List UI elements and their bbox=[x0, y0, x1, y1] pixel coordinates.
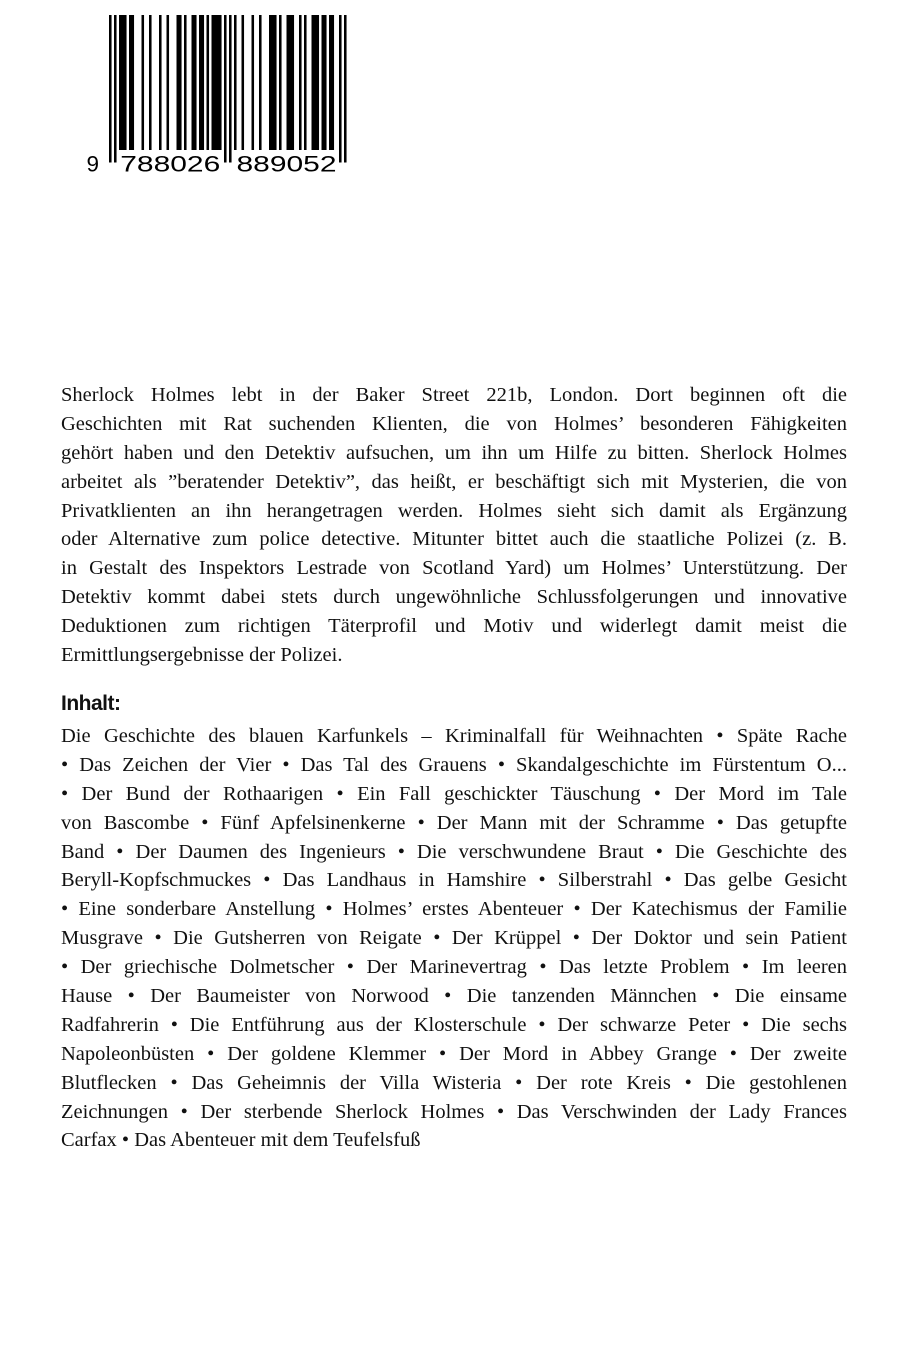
barcode-bar bbox=[289, 15, 292, 150]
barcode-bar bbox=[332, 15, 335, 150]
barcode-left-digits: 788026 bbox=[120, 151, 221, 175]
contents-line: Zeichnungen • Der sterbende Sherlock Holmes • Das Verschwinden der Lady Frances bbox=[61, 1100, 847, 1123]
barcode-bar bbox=[192, 15, 195, 150]
description-line: Deduktionen zum richtigen Täterprofil und Motiv und widerlegt damit meist die bbox=[61, 615, 847, 638]
barcode-bar bbox=[199, 15, 202, 150]
barcode-bars bbox=[109, 15, 347, 163]
barcode-bar bbox=[229, 15, 232, 163]
barcode-bar bbox=[129, 15, 132, 150]
description bbox=[61, 381, 847, 670]
description-line: Sherlock Holmes lebt in der Baker Street 221b, London. Dort beginnen oft die bbox=[61, 384, 847, 406]
barcode-bar bbox=[194, 15, 197, 150]
contents-line: • Der Bund der Rothaarigen • Ein Fall geschickter Täuschung • Der Mord im Tale bbox=[61, 782, 847, 805]
contents-line: Beryll-Kopfschmuckes • Das Landhaus in Hamshire • Silberstrahl • Das gelbe Gesicht bbox=[61, 869, 847, 892]
barcode-bar bbox=[207, 15, 210, 150]
barcode-bar bbox=[279, 15, 282, 150]
barcode-bar bbox=[124, 15, 127, 150]
barcode-bar bbox=[132, 15, 135, 150]
barcode-bar bbox=[149, 15, 152, 150]
contents-line: • Das Zeichen der Vier • Das Tal des Grauens • Skandalgeschichte im Fürstentum O... bbox=[61, 753, 847, 776]
contents-line: Carfax • Das Abenteuer mit dem Teufelsfuß bbox=[61, 1129, 421, 1152]
barcode-bar bbox=[272, 15, 275, 150]
contents-list bbox=[61, 722, 847, 1155]
barcode-bar bbox=[167, 15, 170, 150]
contents-line: • Eine sonderbare Anstellung • Holmes’ erstes Abenteuer • Der Katechismus der Familie bbox=[61, 898, 847, 921]
barcode-right-digits: 889052 bbox=[236, 151, 337, 175]
barcode-bar bbox=[269, 15, 272, 150]
barcode-bar bbox=[304, 15, 307, 150]
barcode-bar bbox=[317, 15, 320, 150]
contents-line: Napoleonbüsten • Der goldene Klemmer • Der Mord in Abbey Grange • Der zweite bbox=[61, 1042, 847, 1065]
barcode-bar bbox=[339, 15, 342, 163]
barcode-bar bbox=[119, 15, 122, 150]
barcode-bar bbox=[329, 15, 332, 150]
contents-line: Blutflecken • Das Geheimnis der Villa Wisteria • Der rote Kreis • Die gestohlenen bbox=[61, 1071, 847, 1094]
contents-line: Band • Der Daumen des Ingenieurs • Die verschwundene Braut • Die Geschichte des bbox=[61, 840, 847, 863]
description-line: Ermittlungsergebnisse der Polizei. bbox=[61, 644, 343, 667]
barcode-bar bbox=[287, 15, 290, 150]
contents-line: Radfahrerin • Die Entführung aus der Klosterschule • Der schwarze Peter • Die sechs bbox=[61, 1013, 847, 1036]
contents-line: Hause • Der Baumeister von Norwood • Die tanzenden Männchen • Die einsame bbox=[61, 985, 847, 1008]
barcode-bar bbox=[322, 15, 325, 150]
barcode-bar bbox=[234, 15, 237, 150]
barcode-bar bbox=[299, 15, 302, 150]
barcode-bar bbox=[184, 15, 187, 150]
description-line: gehört haben und den Detektiv aufsuchen, um ihn um Hilfe zu bitten. Sherlock Holmes bbox=[61, 441, 847, 464]
barcode-bar bbox=[252, 15, 255, 150]
barcode-bar bbox=[242, 15, 245, 150]
barcode-bar bbox=[214, 15, 217, 150]
barcode-bar bbox=[314, 15, 317, 150]
barcode-bar bbox=[159, 15, 162, 150]
barcode-bar bbox=[142, 15, 145, 150]
barcode-bar bbox=[324, 15, 327, 150]
barcode-bar bbox=[109, 15, 112, 163]
barcode-bar bbox=[259, 15, 262, 150]
barcode-bar bbox=[122, 15, 125, 150]
isbn-barcode bbox=[84, 10, 354, 175]
contents-line: • Der griechische Dolmetscher • Der Marinevertrag • Das letzte Problem • Im leeren bbox=[61, 956, 847, 979]
description-line: arbeitet als ”beratender Detektiv”, das heißt, er beschäftigt sich mit Mysterien, die von bbox=[61, 470, 847, 493]
barcode-bar bbox=[177, 15, 180, 150]
barcode-bar bbox=[212, 15, 215, 150]
description-line: in Gestalt des Inspektors Lestrade von Scotland Yard) um Holmes’ Unterstützung. Der bbox=[61, 557, 847, 580]
barcode-bar bbox=[179, 15, 182, 150]
barcode-first-digit: 9 bbox=[86, 151, 100, 175]
description-line: Privatklienten an ihn herangetragen werden. Holmes sieht sich damit als Ergänzung bbox=[61, 499, 847, 522]
barcode-bar bbox=[202, 15, 205, 150]
description-line: Detektiv kommt dabei stets durch ungewöhnliche Schlussfolgerungen und innovative bbox=[61, 586, 847, 609]
barcode-bar bbox=[292, 15, 295, 150]
barcode-bar bbox=[312, 15, 315, 150]
barcode-bar bbox=[114, 15, 117, 163]
contents-heading: Inhalt: bbox=[61, 692, 121, 715]
contents-line: von Bascombe • Fünf Apfelsinenkerne • Der Mann mit der Schramme • Das getupfte bbox=[61, 811, 847, 834]
contents-line: Musgrave • Die Gutsherren von Reigate • Der Krüppel • Der Doktor und sein Patient bbox=[61, 927, 847, 950]
barcode-bar bbox=[217, 15, 220, 150]
barcode-bar bbox=[224, 15, 227, 163]
barcode-bar bbox=[274, 15, 277, 150]
description-line: Geschichten mit Rat suchenden Klienten, die von Holmes’ besonderen Fähigkeiten bbox=[61, 412, 847, 435]
description-line: oder Alternative zum police detective. Mitunter bittet auch die staatliche Polizei (z. B. bbox=[61, 528, 847, 551]
barcode-bar bbox=[344, 15, 347, 163]
contents-line: Die Geschichte des blauen Karfunkels – Kriminalfall für Weihnachten • Späte Rache bbox=[61, 725, 847, 747]
barcode-bar bbox=[219, 15, 222, 150]
